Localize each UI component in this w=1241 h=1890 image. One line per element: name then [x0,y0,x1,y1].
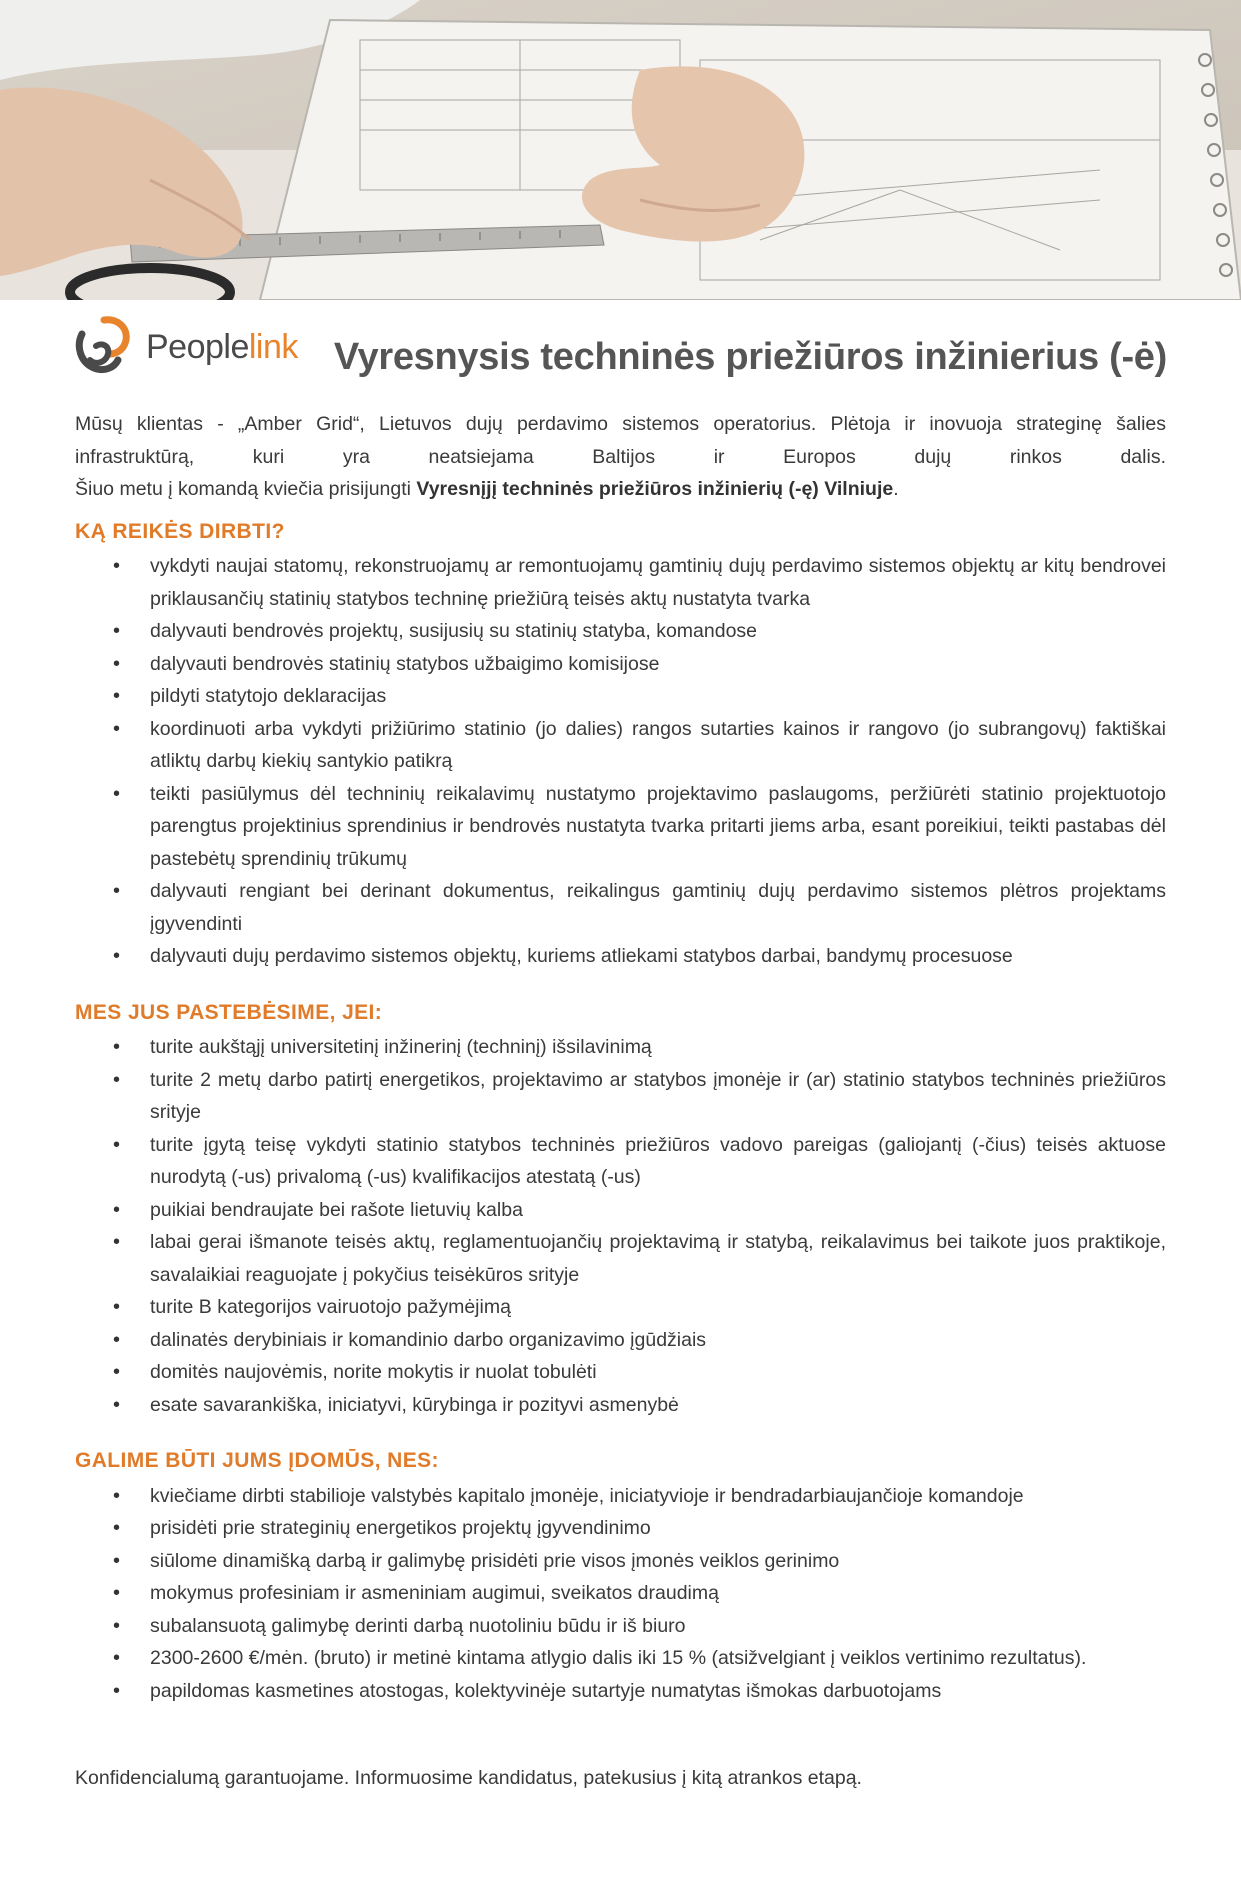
list-item: • prisidėti prie strateginių energetikos projektų įgyvendinimo [75,1512,1166,1545]
list-item: • dalyvauti rengiant bei derinant dokumentus, reikalingus gamtinių dujų perdavimo sistemos plėtros projektams įgyvendinti [75,875,1166,940]
hero-photo-illustration [0,0,1241,300]
logo-text-accent: link [248,327,298,366]
job-description [75,408,1166,1707]
list-item: • labai gerai išmanote teisės aktų, reglamentuojančių projektavimą ir statybą, reikalavimus bei taikote juos praktikoje, savalaikiai reaguojate į pokyčius teisėkūros srityje [75,1226,1166,1291]
list-item: • puikiai bendraujate bei rašote lietuvių kalba [75,1194,1166,1227]
list-item: • dalyvauti bendrovės projektų, susijusių su statinių statyba, komandose [75,615,1166,648]
intro-position-name: Vyresnįjį techninės priežiūros inžinierių (-ę) Vilniuje [416,478,894,500]
list-item: • papildomas kasmetines atostogas, kolektyvinėje sutartyje numatytas išmokas darbuotojams [75,1675,1166,1708]
peoplelink-logo [74,314,298,380]
list-item: • pildyti statytojo deklaracijas [75,680,1166,713]
list-item: • domitės naujovėmis, norite mokytis ir nuolat tobulėti [75,1356,1166,1389]
peoplelink-logo-icon [74,316,132,378]
intro-line-3-end: . [893,478,899,500]
section-heading-duties: KĄ REIKĖS DIRBTI? [75,519,285,543]
list-item: • dalyvauti bendrovės statinių statybos užbaigimo komisijose [75,648,1166,681]
list-item: • koordinuoti arba vykdyti prižiūrimo statinio (jo dalies) rangos sutarties kainos ir rangovo (jo subrangovų) faktiškai atliktų darbų kiekių santykio patikrą [75,713,1166,778]
list-item: • turite įgytą teisę vykdyti statinio statybos techninės priežiūros vadovo pareigas (galiojantį (-čius) teisės aktuose nurodytą (-us) privalomą (-us) kvalifikacijos atestatą (-us) [75,1129,1166,1194]
list-item: • siūlome dinamišką darbą ir galimybę prisidėti prie visos įmonės veiklos gerinimo [75,1545,1166,1578]
footer-note: Konfidencialumą garantuojame. Informuosime kandidatus, patekusius į kitą atrankos etapą. [75,1767,862,1789]
list-item: • turite aukštąjį universitetinį inžinerinį (techninį) išsilavinimą [75,1031,1166,1064]
list-item: • subalansuotą galimybę derinti darbą nuotoliniu būdu ir iš biuro [75,1610,1166,1643]
list-item: • turite 2 metų darbo patirtį energetikos, projektavimo ar statybos įmonėje ir (ar) statinio statybos techninės priežiūros srityje [75,1064,1166,1129]
logo-wordmark [146,328,298,367]
list-item: • mokymus profesiniam ir asmeniniam augimui, sveikatos draudimą [75,1577,1166,1610]
duties-list [75,550,1166,973]
list-item: • turite B kategorijos vairuotojo pažymėjimą [75,1291,1166,1324]
list-item: • vykdyti naujai statomų, rekonstruojamų ar remontuojamų gamtinių dujų perdavimo sistemos objektų ar kitų bendrovei priklausančių statinių statybos techninę priežiūrą teisės aktų nustatyta tvarka [75,550,1166,615]
list-item: • kviečiame dirbti stabilioje valstybės kapitalo įmonėje, iniciatyvioje ir bendradarbiaujančioje komandoje [75,1480,1166,1513]
logo-text-main: People [146,327,249,366]
list-item: • esate savarankiška, iniciatyvi, kūrybinga ir pozityvi asmenybė [75,1389,1166,1422]
benefits-list [75,1480,1166,1708]
intro-paragraph [75,408,1166,506]
list-item: • teikti pasiūlymus dėl techninių reikalavimų nustatymo projektavimo paslaugoms, peržiūrėti statinio projektuotojo parengtus projektinius sprendinius ir bendrovės nustatyta tvarka pritarti jiems arba, esant poreikiui, teikti pastabas dėl pastebėtų sprendinių trūkumų [75,778,1166,876]
intro-line-2: infrastruktūrą, kuri yra neatsiejama Baltijos ir Europos dujų rinkos dalis. [75,445,1166,468]
list-item: • 2300-2600 €/mėn. (bruto) ir metinė kintama atlygio dalis iki 15 % (atsižvelgiant į veiklos vertinimo rezultatus). [75,1642,1166,1675]
hero-image [0,0,1241,300]
list-item: • dalyvauti dujų perdavimo sistemos objektų, kuriems atliekami statybos darbai, bandymų procesuose [75,940,1166,973]
list-item: • dalinatės derybiniais ir komandinio darbo organizavimo įgūdžiais [75,1324,1166,1357]
section-heading-benefits: GALIME BŪTI JUMS ĮDOMŪS, NES: [75,1449,439,1472]
intro-line-1: Mūsų klientas - „Amber Grid“, Lietuvos dujų perdavimo sistemos operatorius. Plėtoja ir inovuoja strateginę šalies [75,413,1166,435]
intro-line-3 [75,473,1166,506]
intro-line-3-text: Šiuo metu į komandą kviečia prisijungti [75,478,417,500]
job-title: Vyresnysis techninės priežiūros inžinierius (-ė) [333,336,1167,378]
section-heading-requirements: MES JUS PASTEBĖSIME, JEI: [75,1000,383,1024]
requirements-list [75,1031,1166,1421]
